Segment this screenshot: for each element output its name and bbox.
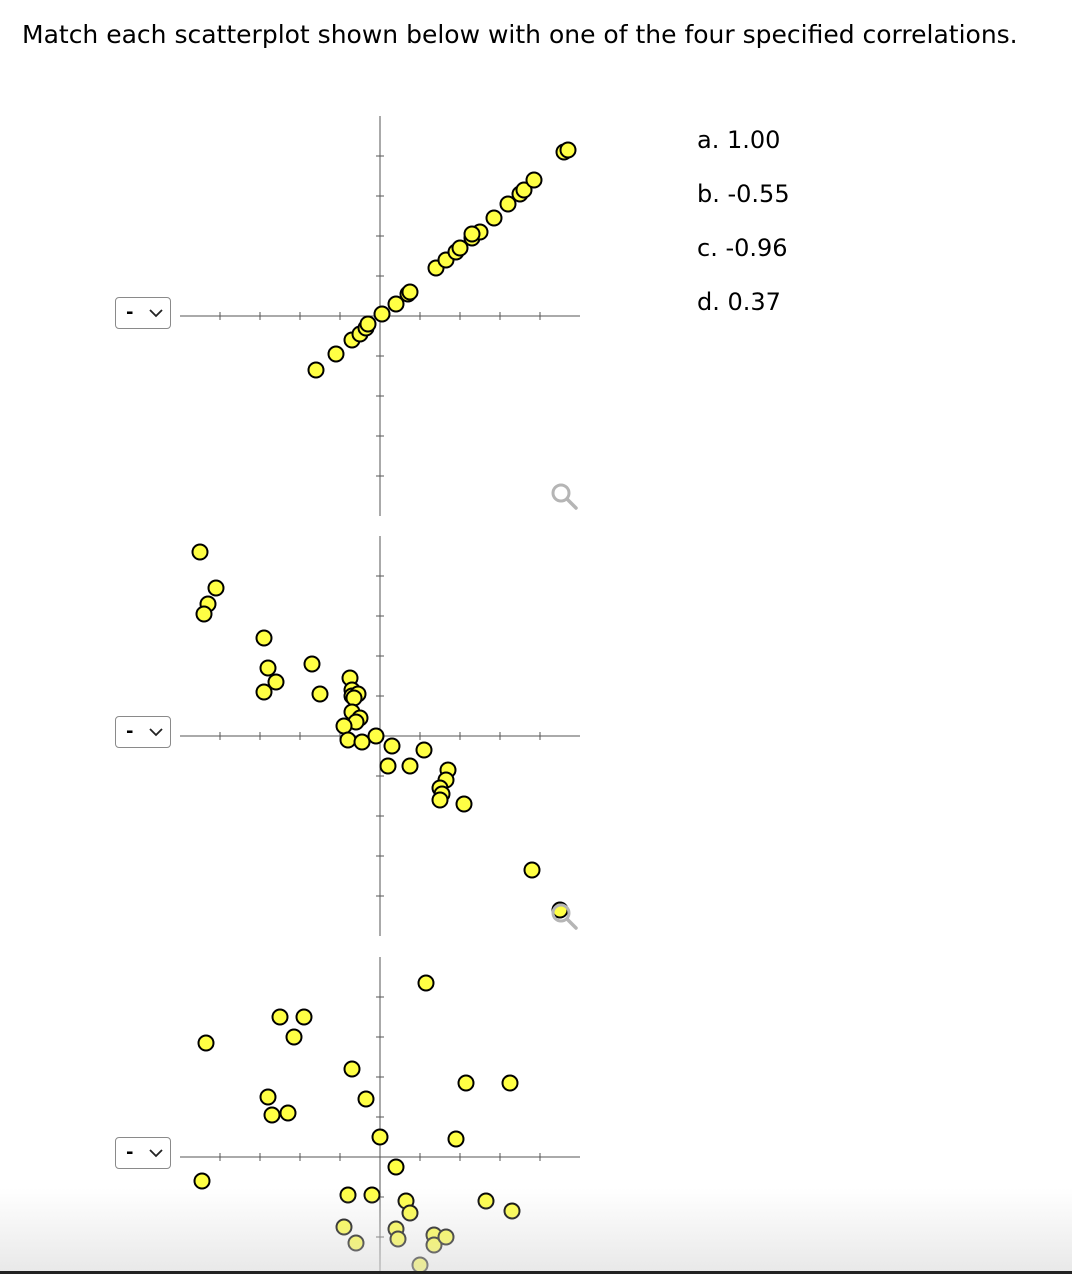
scatter-point bbox=[373, 1130, 388, 1145]
scatterplot-3 bbox=[180, 957, 580, 1274]
scatter-point bbox=[287, 1030, 302, 1045]
scatter-point bbox=[257, 631, 272, 646]
scatter-point bbox=[487, 211, 502, 226]
select-value: - bbox=[126, 721, 134, 742]
scatter-point bbox=[505, 1204, 520, 1219]
scatter-point bbox=[195, 1174, 210, 1189]
scatter-point bbox=[269, 675, 284, 690]
scatter-point bbox=[305, 657, 320, 672]
scatter-point bbox=[349, 1236, 364, 1251]
scatter-point bbox=[359, 1092, 374, 1107]
scatter-point bbox=[345, 1062, 360, 1077]
scatter-point bbox=[417, 743, 432, 758]
zoom-icon[interactable] bbox=[548, 480, 580, 512]
scatterplot-2 bbox=[180, 536, 580, 936]
scatter-point bbox=[281, 1106, 296, 1121]
scatter-point bbox=[459, 1076, 474, 1091]
option-d: d. 0.37 bbox=[697, 288, 781, 316]
scatter-point bbox=[209, 581, 224, 596]
scatter-point bbox=[337, 1220, 352, 1235]
scatter-point bbox=[381, 759, 396, 774]
scatter-point bbox=[337, 719, 352, 734]
scatter-point bbox=[309, 363, 324, 378]
scatter-point bbox=[391, 1232, 406, 1247]
scatterplot-1 bbox=[180, 116, 580, 516]
option-b: b. -0.55 bbox=[697, 180, 790, 208]
scatter-point bbox=[341, 733, 356, 748]
scatter-point bbox=[297, 1010, 312, 1025]
scatter-point bbox=[449, 1132, 464, 1147]
scatter-point bbox=[419, 976, 434, 991]
scatter-point bbox=[355, 735, 370, 750]
scatter-point bbox=[527, 173, 542, 188]
scatter-point bbox=[457, 797, 472, 812]
scatter-point bbox=[197, 607, 212, 622]
option-a: a. 1.00 bbox=[697, 126, 781, 154]
scatter-point bbox=[193, 545, 208, 560]
scatter-point bbox=[403, 285, 418, 300]
scatter-point bbox=[261, 1090, 276, 1105]
scatter-point bbox=[403, 1206, 418, 1221]
scatter-point bbox=[439, 1230, 454, 1245]
scatter-point bbox=[365, 1188, 380, 1203]
scatter-point bbox=[369, 729, 384, 744]
instructions-text: Match each scatterplot shown below with one of the four specified correlations. bbox=[22, 20, 1018, 49]
scatter-point bbox=[403, 759, 418, 774]
scatter-point bbox=[433, 793, 448, 808]
zoom-icon[interactable] bbox=[548, 900, 580, 932]
scatter-point bbox=[465, 227, 480, 242]
scatter-point bbox=[313, 687, 328, 702]
scatter-point bbox=[385, 739, 400, 754]
scatter-point bbox=[561, 143, 576, 158]
option-c: c. -0.96 bbox=[697, 234, 788, 262]
scatter-point bbox=[479, 1194, 494, 1209]
scatter-point bbox=[361, 317, 376, 332]
select-value: - bbox=[126, 302, 134, 323]
scatter-point bbox=[265, 1108, 280, 1123]
scatter-point bbox=[199, 1036, 214, 1051]
scatter-point bbox=[525, 863, 540, 878]
scatter-point bbox=[389, 1160, 404, 1175]
scatter-point bbox=[329, 347, 344, 362]
scatter-point bbox=[341, 1188, 356, 1203]
scatter-point bbox=[347, 691, 362, 706]
scatter-point bbox=[273, 1010, 288, 1025]
scatter-point bbox=[261, 661, 276, 676]
scatter-point bbox=[503, 1076, 518, 1091]
scatter-point bbox=[375, 307, 390, 322]
select-value: - bbox=[126, 1142, 134, 1163]
